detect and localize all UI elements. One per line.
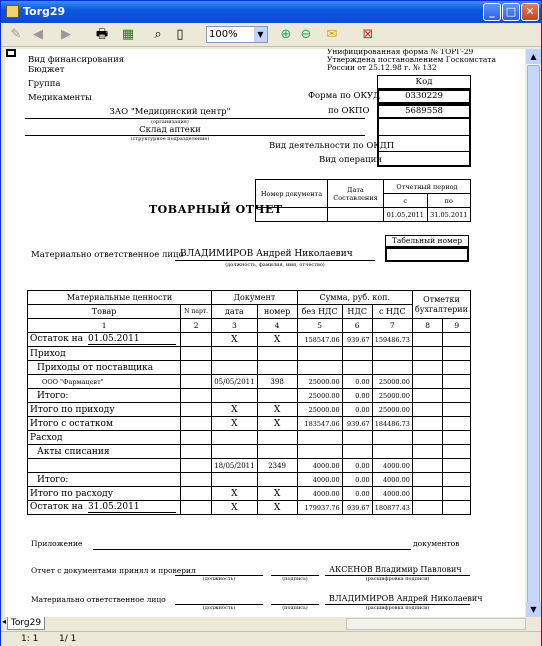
row-label: Остаток на (30, 334, 84, 344)
row-mark (443, 403, 471, 417)
organization-name: ЗАО "Медицинский центр" (109, 107, 231, 117)
row-part (181, 445, 212, 459)
row-num: X (257, 417, 297, 431)
row-c5 (297, 431, 342, 445)
responsible-name: ВЛАДИМИРОВ Андрей Николаевич (180, 249, 353, 259)
row-name (28, 375, 181, 389)
row-mark (443, 347, 471, 361)
responsible-caption: (должность, фамилия, имя, отчество) (225, 262, 325, 268)
documents-label: документов (413, 539, 460, 548)
row-name (28, 333, 181, 347)
table-row (28, 389, 471, 403)
page-icon[interactable]: ▯ (176, 27, 184, 42)
row-c6: 0.00 (342, 375, 372, 389)
row-c6: 939.67 (342, 501, 372, 515)
row-num: 398 (257, 375, 297, 389)
row-num: X (257, 487, 297, 501)
row-c6: 0.00 (342, 487, 372, 501)
row-mark (412, 403, 443, 417)
column-number: 9 (443, 319, 471, 333)
row-num (257, 389, 297, 403)
sum-header: Сумма, руб. коп. (297, 291, 412, 305)
row-c5 (297, 445, 342, 459)
horizontal-scrollbar[interactable] (346, 618, 526, 630)
row-c5 (297, 361, 342, 375)
row-mark (443, 333, 471, 347)
row-c6: 0.00 (342, 389, 372, 403)
table-row (28, 361, 471, 375)
column-number: 5 (297, 319, 342, 333)
chevron-down-icon: ▼ (254, 27, 267, 42)
row-date: X (212, 501, 257, 515)
row-mark (412, 333, 443, 347)
okpo-value: 5689558 (405, 106, 443, 116)
row-part (181, 431, 212, 445)
date-header: дата (212, 305, 257, 319)
column-number: 7 (372, 319, 412, 333)
row-name (28, 459, 181, 473)
group-label: Группа (28, 79, 61, 89)
row-c5: 25000.00 (297, 375, 342, 389)
row-name (28, 403, 181, 417)
row-c7: 25000.00 (372, 375, 412, 389)
column-number: 6 (342, 319, 372, 333)
row-c7 (372, 361, 412, 375)
row-date: 31.05.2011 (88, 502, 176, 513)
row-c6: 0.00 (342, 473, 372, 487)
okud-label: Форма по ОКУД (308, 91, 381, 101)
table-row (28, 375, 471, 389)
row-c7: 159486.73 (372, 333, 412, 347)
row-mark (412, 473, 443, 487)
row-c6 (342, 361, 372, 375)
table-row (28, 473, 471, 487)
meds-label: Медикаменты (28, 93, 92, 103)
edit-icon[interactable]: ✎ (10, 27, 22, 42)
responsible-label: Материально ответственное лицо (31, 250, 184, 260)
row-label: Приходы от поставщика (37, 362, 154, 373)
column-number: 8 (412, 319, 443, 333)
row-c5: 183547.06 (297, 417, 342, 431)
maximize-button[interactable]: □ (502, 3, 520, 21)
row-label: Остаток на (30, 502, 84, 512)
decode-caption-2: (расшифровка подписи) (365, 605, 430, 611)
row-num: 2349 (257, 459, 297, 473)
row-c6: 939.67 (342, 333, 372, 347)
row-num (257, 361, 297, 375)
row-c5 (297, 347, 342, 361)
row-name (28, 445, 181, 459)
row-c6 (342, 347, 372, 361)
row-c7: 25000.00 (372, 403, 412, 417)
table-row (28, 459, 471, 473)
doc-date-header: Дата Составления (328, 180, 384, 208)
row-num (257, 431, 297, 445)
row-mark (443, 473, 471, 487)
row-mark (443, 445, 471, 459)
row-part (181, 417, 212, 431)
row-part (181, 459, 212, 473)
row-c5: 25000.00 (297, 403, 342, 417)
row-mark (412, 459, 443, 473)
row-mark (412, 445, 443, 459)
window-title: Torg29 (23, 5, 66, 18)
row-c5: 4000.00 (297, 473, 342, 487)
responsible2-label: Материально ответственное лицо (31, 595, 166, 604)
number-header: номер (257, 305, 297, 319)
approved-label: Утверждена постановлением Госкомстата (327, 55, 496, 64)
column-number-row (28, 319, 471, 333)
without-vat-header: без НДС (297, 305, 342, 319)
period-to-value: 31.05.2011 (427, 208, 471, 222)
row-date: 05/05/2011 (212, 375, 257, 389)
signature-caption: (подпись) (282, 576, 308, 582)
row-num: X (257, 501, 297, 515)
zoom-select[interactable] (206, 26, 268, 43)
row-label: Приход (30, 348, 66, 359)
search-icon[interactable]: ⌕ (154, 27, 162, 42)
position-caption-2: (должность) (202, 605, 236, 611)
print-icon[interactable]: 🖶 (95, 27, 109, 42)
position-caption: (должность) (202, 576, 236, 582)
scroll-up-icon[interactable]: ▲ (526, 49, 541, 64)
row-mark (443, 501, 471, 515)
row-part (181, 333, 212, 347)
row-mark (412, 501, 443, 515)
row-date (212, 347, 257, 361)
period-from-value: 01.05.2011 (384, 208, 428, 222)
row-mark (443, 487, 471, 501)
row-c6: 0.00 (342, 403, 372, 417)
row-c6 (342, 445, 372, 459)
row-date: X (212, 333, 257, 347)
exit-icon[interactable]: ⊠ (362, 27, 374, 42)
row-date: 01.05.2011 (88, 334, 176, 345)
minimize-button[interactable]: _ (483, 3, 501, 21)
row-num: X (257, 333, 297, 347)
row-c6 (342, 431, 372, 445)
row-mark (443, 459, 471, 473)
row-label: Итого по приходу (30, 404, 115, 415)
row-name (28, 501, 181, 515)
excel-export-icon[interactable]: ▦ (121, 27, 135, 42)
row-c7: 4000.00 (372, 487, 412, 501)
row-num (257, 473, 297, 487)
forward-icon[interactable]: ▶ (61, 27, 71, 42)
close-button[interactable]: ✕ (521, 3, 539, 21)
unified-form-label: Унифицированная форма № ТОРГ-29 (327, 49, 474, 56)
app-icon (6, 5, 19, 18)
row-name (28, 347, 181, 361)
name-header: Товар (28, 305, 181, 319)
okud-value: 0330229 (405, 91, 443, 101)
cell-cursor (6, 49, 16, 57)
row-date: 18/05/2011 (212, 459, 257, 473)
checked-label: Отчет с документами принял и проверил (31, 566, 196, 575)
column-number: 4 (257, 319, 297, 333)
row-date (212, 445, 257, 459)
row-label: Итого с остатком (30, 418, 113, 429)
row-date: X (212, 417, 257, 431)
doc-header-table (255, 179, 471, 222)
table-row (28, 431, 471, 445)
report-page (5, 49, 525, 617)
responsible2-name: ВЛАДИМИРОВ Андрей Николаевич (329, 594, 483, 603)
row-mark (412, 347, 443, 361)
row-mark (443, 417, 471, 431)
table-row (28, 487, 471, 501)
period-from-header: с (384, 194, 428, 208)
row-part (181, 501, 212, 515)
row-c7 (372, 445, 412, 459)
row-name (28, 431, 181, 445)
column-number: 2 (181, 319, 212, 333)
department-caption: (структурное подразделение) (130, 136, 210, 142)
back-icon[interactable]: ◀ (33, 27, 43, 42)
tab-scroll-icon[interactable]: ◂ (2, 617, 7, 626)
row-num: X (257, 403, 297, 417)
decode-caption: (расшифровка подписи) (365, 576, 430, 582)
operation-label: Вид операции (319, 155, 382, 165)
row-label: Итого по расходу (30, 488, 114, 499)
vertical-scrollbar[interactable] (526, 49, 541, 617)
row-part (181, 375, 212, 389)
row-mark (412, 375, 443, 389)
okpo-label: по ОКПО (328, 106, 370, 116)
row-part (181, 347, 212, 361)
row-mark (443, 361, 471, 375)
period-to-header: по (427, 194, 471, 208)
row-c7: 180877.43 (372, 501, 412, 515)
zoom-value: 100% (209, 29, 238, 40)
row-part (181, 403, 212, 417)
row-mark (412, 417, 443, 431)
row-label: Акты списания (37, 446, 110, 457)
doc-number-header: Номер документа (256, 180, 328, 208)
row-c7 (372, 347, 412, 361)
column-number: 3 (212, 319, 257, 333)
row-name (28, 417, 181, 431)
row-c5: 4000.00 (297, 487, 342, 501)
row-c7: 4000.00 (372, 459, 412, 473)
row-label: ООО "Фармацевт" (42, 377, 104, 386)
zoom-in-icon[interactable]: ⊕ (280, 27, 292, 42)
with-vat-header: с НДС (372, 305, 412, 319)
row-date (212, 473, 257, 487)
checker-name: АКСЕНОВ Владимир Павлович (329, 565, 462, 574)
goods-header: Материальные ценности (28, 291, 212, 305)
row-date (212, 431, 257, 445)
department-name: Склад аптеки (139, 125, 201, 135)
document-header: Документ (212, 291, 297, 305)
row-num (257, 445, 297, 459)
table-row (28, 347, 471, 361)
report-title: ТОВАРНЫЙ ОТЧЕТ (149, 203, 283, 216)
marks-header: Отметки бухгалтерии (412, 291, 470, 319)
title-bar (1, 1, 541, 23)
row-name (28, 473, 181, 487)
column-number: 1 (28, 319, 181, 333)
tab-torg29[interactable]: Torg29 (7, 617, 45, 630)
budget-label: Бюджет (28, 65, 65, 75)
row-mark (443, 375, 471, 389)
row-part (181, 361, 212, 375)
toolbar (1, 23, 541, 47)
table-row (28, 417, 471, 431)
organization-caption: (организация) (151, 119, 189, 125)
table-row (28, 445, 471, 459)
row-c5: 25000.00 (297, 389, 342, 403)
row-part (181, 389, 212, 403)
row-date (212, 361, 257, 375)
row-c7 (372, 431, 412, 445)
table-row (28, 333, 471, 347)
signature-caption-2: (подпись) (282, 605, 308, 611)
code-header: Код (415, 77, 433, 87)
okdp-label: Вид деятельности по ОКДП (269, 141, 395, 151)
row-name (28, 487, 181, 501)
zoom-out-icon[interactable]: ⊖ (300, 27, 312, 42)
row-c7: 25000.00 (372, 389, 412, 403)
row-name (28, 361, 181, 375)
row-date: X (212, 487, 257, 501)
row-c6: 0.00 (342, 459, 372, 473)
row-mark (412, 487, 443, 501)
financing-label: Вид финансирования (28, 55, 125, 65)
row-c6: 939.67 (342, 417, 372, 431)
scroll-thumb[interactable] (527, 65, 540, 605)
row-mark (412, 389, 443, 403)
row-num (257, 347, 297, 361)
row-mark (443, 389, 471, 403)
row-c5: 158547.06 (297, 333, 342, 347)
row-label: Итого: (37, 474, 69, 485)
table-row (28, 403, 471, 417)
row-mark (412, 431, 443, 445)
row-part (181, 473, 212, 487)
goods-table (27, 290, 471, 515)
vat-header: НДС (342, 305, 372, 319)
row-c5: 4000.00 (297, 459, 342, 473)
attachment-label: Приложение (31, 539, 83, 548)
cell-position: 1: 1 (21, 634, 39, 644)
row-date: X (212, 403, 257, 417)
row-mark (412, 361, 443, 375)
row-c7: 4000.00 (372, 473, 412, 487)
row-label: Итого: (37, 390, 69, 401)
tab-number-label: Табельный номер (391, 236, 463, 245)
decree-label: России от 25.12.98 г. № 132 (327, 63, 437, 72)
status-bar (1, 631, 541, 646)
period-header: Отчетный период (384, 180, 471, 194)
row-mark (443, 431, 471, 445)
row-label: Расход (30, 432, 63, 443)
row-c5: 179937.76 (297, 501, 342, 515)
row-c7: 184486.73 (372, 417, 412, 431)
row-date (212, 389, 257, 403)
part-header: N парт. (181, 305, 212, 319)
mail-icon[interactable]: ✉ (326, 27, 338, 42)
page-counter: 1/ 1 (59, 634, 77, 644)
scroll-down-icon[interactable]: ▼ (526, 602, 541, 617)
row-part (181, 487, 212, 501)
table-row (28, 501, 471, 515)
row-name (28, 389, 181, 403)
